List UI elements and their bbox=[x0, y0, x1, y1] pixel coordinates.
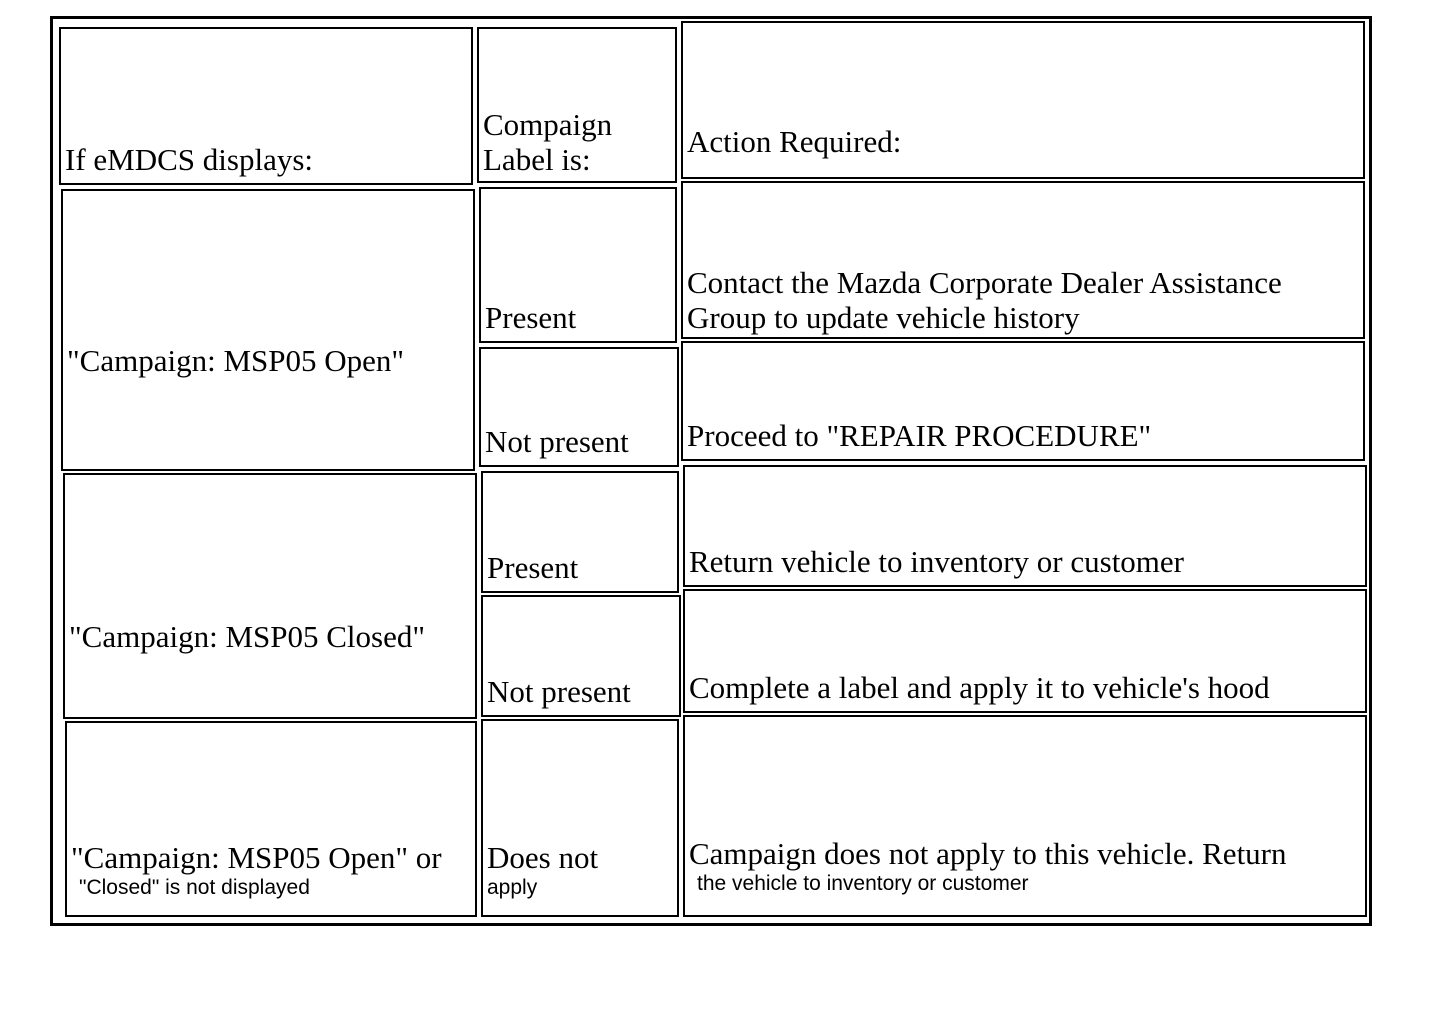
row1a-label-cell bbox=[479, 187, 677, 343]
header-action-required: Action Required: bbox=[687, 124, 902, 159]
row1b-action: Proceed to "REPAIR PROCEDURE" bbox=[687, 418, 1152, 453]
row2b-label: Not present bbox=[487, 674, 631, 709]
row1b-label: Not present bbox=[485, 424, 629, 459]
row2a-label-cell bbox=[481, 471, 679, 593]
row3-action-line1: Campaign does not apply to this vehicle. Return bbox=[689, 836, 1287, 871]
row3-action-line2: the vehicle to inventory or customer bbox=[697, 872, 1029, 895]
row1a-action-cell bbox=[681, 181, 1365, 339]
row2a-action-cell bbox=[683, 465, 1367, 587]
row2a-action: Return vehicle to inventory or customer bbox=[689, 544, 1185, 579]
row3-label-cell bbox=[481, 719, 679, 917]
row1a-action-line2: Group to update vehicle history bbox=[687, 300, 1080, 335]
row3-action-cell bbox=[683, 715, 1367, 917]
row2b-label-cell bbox=[481, 595, 681, 717]
row3-label-line2: apply bbox=[487, 876, 538, 899]
header-cell-label-status bbox=[477, 27, 677, 183]
row3-display-line1: "Campaign: MSP05 Open" or bbox=[71, 840, 442, 875]
row2b-action: Complete a label and apply it to vehicle's hood bbox=[689, 670, 1270, 705]
row3-label-line1: Does not bbox=[487, 840, 599, 875]
row2a-label: Present bbox=[487, 550, 579, 585]
header-cell-action-required bbox=[681, 21, 1365, 179]
row3-display-line2: "Closed" is not displayed bbox=[79, 876, 310, 899]
row3-display-cell bbox=[65, 721, 477, 917]
row2b-action-cell bbox=[683, 589, 1367, 713]
row1b-action-cell bbox=[681, 341, 1365, 461]
row1b-label-cell bbox=[479, 347, 679, 467]
row2-display-text: "Campaign: MSP05 Closed" bbox=[69, 618, 426, 654]
row2-display-cell bbox=[63, 473, 477, 719]
header-label-status: Compaign Label is: bbox=[483, 107, 613, 177]
decision-table bbox=[50, 16, 1372, 926]
row1-display-text: "Campaign: MSP05 Open" bbox=[67, 342, 405, 378]
row1-display-cell bbox=[61, 189, 475, 471]
header-cell-emdcs-displays bbox=[59, 27, 473, 185]
row1a-label: Present bbox=[485, 300, 577, 335]
row1a-action-line1: Contact the Mazda Corporate Dealer Assistance bbox=[687, 265, 1282, 300]
header-emdcs-label: If eMDCS displays: bbox=[65, 142, 313, 177]
